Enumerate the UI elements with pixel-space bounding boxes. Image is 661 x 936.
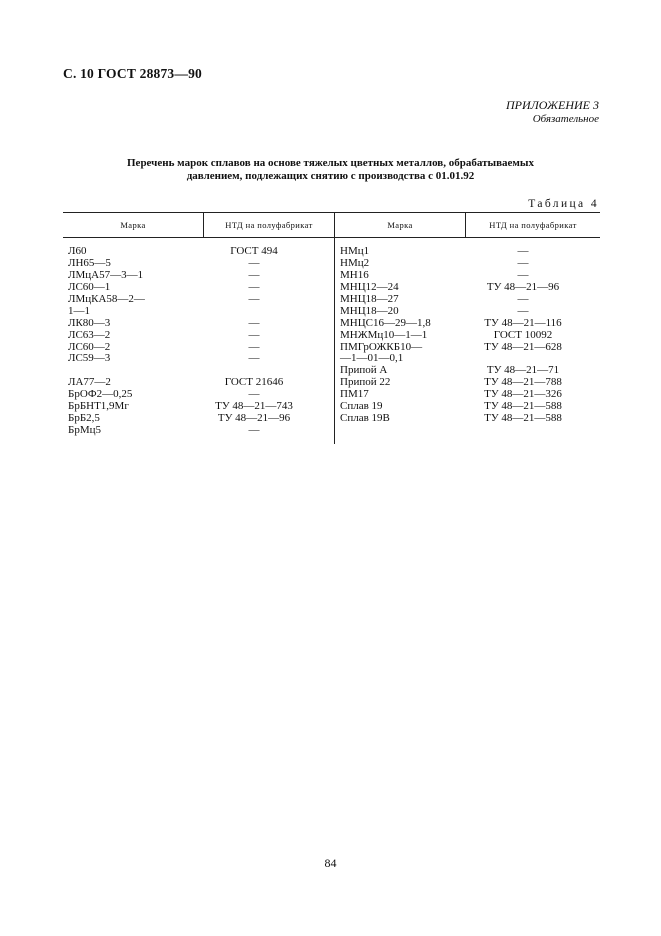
table-cell: ГОСТ 494 <box>230 245 278 257</box>
table-cell: МНЦ18—27 <box>340 292 399 305</box>
table-cell: МНЖМц10—1—1 <box>340 328 428 341</box>
table-cell: — <box>248 280 260 293</box>
table-cell: НМц2 <box>340 256 370 269</box>
table-cell: ЛС60—2 <box>68 340 111 353</box>
table-label: Таблица 4 <box>528 198 599 210</box>
document-header: С. 10 ГОСТ 28873—90 <box>63 66 202 81</box>
table-cell: — <box>248 328 260 341</box>
table-cell: МН16 <box>340 268 369 281</box>
header-grade-1: Марка <box>120 220 146 230</box>
alloy-table <box>63 212 600 444</box>
table-cell: ТУ 48—21—628 <box>484 340 562 353</box>
table-cell: Л60 <box>68 245 87 257</box>
table-cell: МНЦ18—20 <box>340 304 399 317</box>
table-cell: —1—01—0,1 <box>340 352 404 365</box>
table-cell: — <box>248 292 260 305</box>
header-grade-2: Марка <box>387 220 413 230</box>
table-cell: ТУ 48—21—326 <box>484 388 562 401</box>
table-cell: ТУ 48—21—788 <box>484 376 562 389</box>
table-cell: — <box>517 256 529 269</box>
table-cell: ТУ 48—21—743 <box>215 400 293 413</box>
table-cell: Сплав 19В <box>340 412 390 425</box>
header-ntd-2: НТД на полуфабрикат <box>489 220 577 230</box>
table-cell: МНЦ12—24 <box>340 280 399 293</box>
table-cell: ТУ 48—21—588 <box>484 412 562 425</box>
table-cell <box>204 306 304 318</box>
table-cell: — <box>517 245 529 257</box>
header-ntd-1: НТД на полуфабрикат <box>225 220 313 230</box>
table-cell: ТУ 48—21—96 <box>217 412 291 425</box>
table-cell: ГОСТ 10092 <box>493 328 553 341</box>
table-cell: Припой А <box>340 364 388 377</box>
table-cell: ГОСТ 21646 <box>224 376 284 389</box>
table-cell: — <box>248 256 260 269</box>
table-cell: — <box>517 304 529 317</box>
table-cell: ТУ 48—21—96 <box>486 280 560 293</box>
table-cell: — <box>517 292 529 305</box>
table-cell: ТУ 48—21—116 <box>484 316 562 329</box>
table-cell: МНЦС16—29—1,8 <box>340 316 431 329</box>
table-cell: НМц1 <box>340 245 370 257</box>
table-cell: ПМГрОЖКБ10— <box>340 340 423 353</box>
table-cell: ЛА77—2 <box>68 376 111 389</box>
table-cell: ЛС63—2 <box>68 328 111 341</box>
table-cell: — <box>248 268 260 281</box>
appendix-block <box>506 98 599 126</box>
table-cell: — <box>248 388 260 401</box>
table-cell: 1—1 <box>68 304 90 317</box>
column-grades-right <box>340 246 465 425</box>
table-title <box>100 157 561 183</box>
table-cell: — <box>517 268 529 281</box>
appendix-label: ПРИЛОЖЕНИЕ 3 <box>506 98 599 112</box>
table-cell: БрМц5 <box>68 424 101 437</box>
table-cell: — <box>248 352 260 365</box>
table-cell: ЛК80—3 <box>68 316 111 329</box>
table-cell: ЛС59—3 <box>68 352 111 365</box>
table-cell: Сплав 19 <box>340 400 383 413</box>
table-title-line-1: Перечень марок сплавов на основе тяжелых цветных металлов, обрабатываемых <box>127 157 534 169</box>
table-cell: — <box>248 424 260 437</box>
page-number: 84 <box>324 856 337 870</box>
table-cell: БрОФ2—0,25 <box>68 388 133 401</box>
table-cell: ТУ 48—21—588 <box>484 400 562 413</box>
table-header-rule <box>63 237 600 238</box>
appendix-status: Обязательное <box>532 113 599 125</box>
table-cell: — <box>248 340 260 353</box>
table-cell: ЛМцА57—3—1 <box>68 268 144 281</box>
table-top-rule <box>63 212 600 213</box>
table-cell: Припой 22 <box>340 376 391 389</box>
table-cell: ЛМцКА58—2— <box>68 292 145 305</box>
column-ntd-right <box>466 246 580 425</box>
table-cell: — <box>248 316 260 329</box>
table-cell: ТУ 48—21—71 <box>486 364 560 377</box>
table-title-line-2: давлением, подлежащих снятию с производства с 01.01.92 <box>186 170 475 182</box>
table-cell: БрБНТ1,9Мг <box>68 400 129 413</box>
center-divider <box>334 212 335 444</box>
column-ntd-left <box>204 246 304 437</box>
table-cell: ЛС60—1 <box>68 280 111 293</box>
table-cell: ПМ17 <box>340 388 369 401</box>
table-cell: БрБ2,5 <box>68 412 100 425</box>
column-grades-left <box>68 246 198 437</box>
table-cell: ЛН65—5 <box>68 256 111 269</box>
